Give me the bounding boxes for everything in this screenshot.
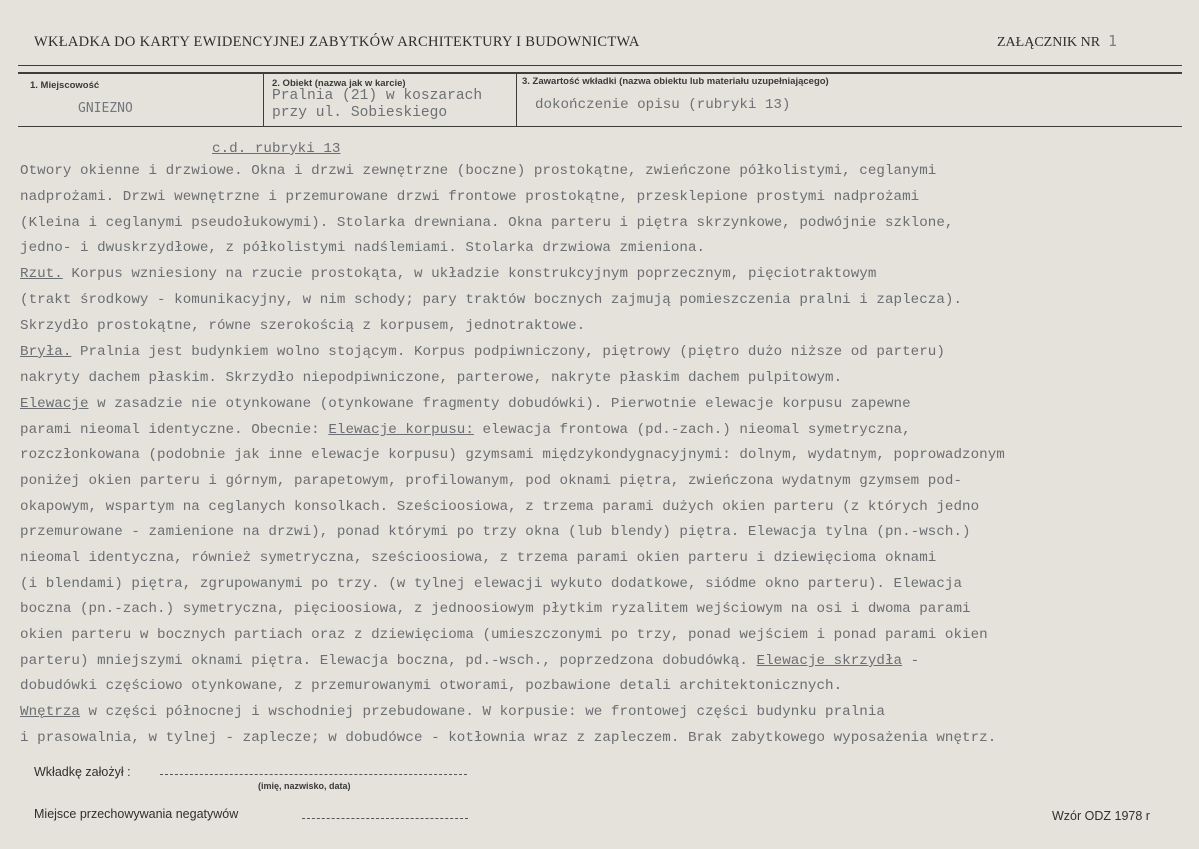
body-line-20-text: parteru) mniejszymi oknami piętra. Elewacja boczna, pd.-wsch., poprzedzona dobudówką. <box>20 653 757 669</box>
body-line-3: (Kleina i ceglanymi pseudołukowymi). Stolarka drewniana. Okna parteru i piętra skrzynkowe, podwójnie szklone, <box>20 215 954 231</box>
storage-line <box>302 818 468 819</box>
body-line-13: poniżej okien parteru i górnym, parapetowym, profilowanym, pod oknami piętra, zwieńczona wydatnym gzymsem pod- <box>20 473 963 489</box>
body-line-rzut <box>20 266 876 282</box>
bryla-text: Pralnia jest budynkiem wolno stojącym. Korpus podpiwniczony, piętrowy (piętro dużo niższe od parteru) <box>71 344 945 360</box>
field-3-label: 3. Zawartość wkładki (nazwa obiektu lub materiału uzupełniającego) <box>522 76 829 87</box>
body-line-18: boczna (pn.-zach.) symetryczna, pięcioosiowa, z jednoosiowym płytkim ryzalitem wejściowym na osi i dwoma parami <box>20 601 971 617</box>
form-code: Wzór ODZ 1978 r <box>1052 809 1150 823</box>
wnetrza-text: w części północnej i wschodniej przebudowane. W korpusie: we frontowej części budynku pralnia <box>79 704 885 720</box>
elewacje-skrzydla-text: - <box>902 653 920 669</box>
annex-number: 1 <box>1108 32 1118 50</box>
field-1-label: 1. Miejscowość <box>30 80 100 91</box>
field-2-value-line1: Pralnia (21) w koszarach <box>272 88 483 104</box>
elewacje-label: Elewacje <box>20 396 89 412</box>
body-line-23: i prasowalnia, w tylnej - zaplecze; w dobudówce - kotłownia wraz z zapleczem. Brak zabytkowego wyposażenia wnętrz. <box>20 730 997 746</box>
rzut-text: Korpus wzniesiony na rzucie prostokąta, w układzie konstrukcyjnym poprzecznym, pięciotraktowym <box>62 266 877 282</box>
rzut-label: Rzut. <box>20 266 63 282</box>
body-line-9: nakryty dachem płaskim. Skrzydło niepodpiwniczone, parterowe, nakryte płaskim dachem pulpitowym. <box>20 370 843 386</box>
body-line-4: jedno- i dwuskrzydłowe, z półkolistymi nadślemiami. Stolarka drzwiowa zmieniona. <box>20 240 706 256</box>
body-line-17: (i blendami) piętra, zgrupowanymi po trzy. (w tylnej elewacji wykuto dodatkowe, siódme okno parteru). Elewacja <box>20 576 963 592</box>
header-divider-2 <box>516 73 517 127</box>
elewacje-korpusu-label: Elewacje korpusu: <box>328 422 474 438</box>
body-line-wnetrza <box>20 704 885 720</box>
elewacje-text: w zasadzie nie otynkowane (otynkowane fragmenty dobudówki). Pierwotnie elewacje korpusu zapewne <box>88 396 911 412</box>
body-line-19: okien parteru w bocznych partiach oraz z dziewięcioma (umieszczonymi po trzy, ponad wejściem i ponad parami okien <box>20 627 988 643</box>
storage-label: Miejsce przechowywania negatywów <box>34 807 239 821</box>
form-title: WKŁADKA DO KARTY EWIDENCYJNEJ ZABYTKÓW ARCHITEKTURY I BUDOWNICTWA <box>34 34 640 50</box>
body-line-6: (trakt środkowy - komunikacyjny, w nim schody; pary traktów bocznych zajmują pomieszczenia pralni i zaplecza). <box>20 292 963 308</box>
body-line-bryla <box>20 344 945 360</box>
bryla-label: Bryła. <box>20 344 72 360</box>
body-line-21: dobudówki częściowo otynkowane, z przemurowanymi otworami, pozbawione detali architektonicznych. <box>20 678 843 694</box>
elewacje-skrzydla-label: Elewacje skrzydła <box>756 653 903 669</box>
inserted-by-label: Wkładkę założył : <box>34 765 131 779</box>
body-line-1: Otwory okienne i drzwiowe. Okna i drzwi zewnętrzne (boczne) prostokątne, zwieńczone półkolistymi, ceglanymi <box>20 163 937 179</box>
body-line-20 <box>20 653 919 669</box>
annex-label <box>997 32 1117 51</box>
body-line-14: okapowym, wspartym na ceglanych konsolkach. Sześcioosiowa, z trzema parami dużych okien parteru (z których jedno <box>20 499 980 515</box>
field-3-value: dokończenie opisu (rubryki 13) <box>535 97 791 113</box>
body-line-elewacje <box>20 396 911 412</box>
body-line-7: Skrzydło prostokątne, równe szerokością z korpusem, jednotraktowe. <box>20 318 586 334</box>
field-2-value-line2: przy ul. Sobieskiego <box>272 105 448 121</box>
header-rule-top <box>18 65 1182 66</box>
header-rule-bottom <box>18 126 1182 127</box>
body-line-2: nadprożami. Drzwi wewnętrzne i przemurowane drzwi frontowe prostokątne, przesklepione prostymi nadprożami <box>20 189 920 205</box>
body-line-11 <box>20 422 911 438</box>
field-2-label: 2. Obiekt (nazwa jak w karcie) <box>272 78 406 89</box>
elewacje-korpusu-text: elewacja frontowa (pd.-zach.) nieomal symetryczna, <box>473 422 911 438</box>
body-line-16: nieomal identyczna, również symetryczna, sześcioosiowa, z trzema parami okien parteru i dziewięcioma oknami <box>20 550 937 566</box>
body-line-11-text: parami nieomal identyczne. Obecnie: <box>20 422 329 438</box>
header-rule-mid <box>18 72 1182 74</box>
body-line-12: rozczłonkowana (podobnie jak inne elewacje korpusu) gzymsami międzykondygnacyjnymi: dolnym, wydatnym, poprowadzonym <box>20 447 1005 463</box>
annex-label-text: ZAŁĄCZNIK NR <box>997 35 1101 50</box>
wnetrza-label: Wnętrza <box>20 704 80 720</box>
inserted-by-sublabel: (imię, nazwisko, data) <box>258 781 351 791</box>
inserted-by-line <box>160 774 467 775</box>
header-divider-1 <box>263 73 264 127</box>
section-heading: c.d. rubryki 13 <box>212 141 341 157</box>
field-1-value: GNIEZNO <box>78 101 133 116</box>
body-line-15: przemurowane - zamienione na drzwi), ponad którymi po trzy okna (lub blendy) piętra. Elewacja tylna (pn.-wsch.) <box>20 524 971 540</box>
